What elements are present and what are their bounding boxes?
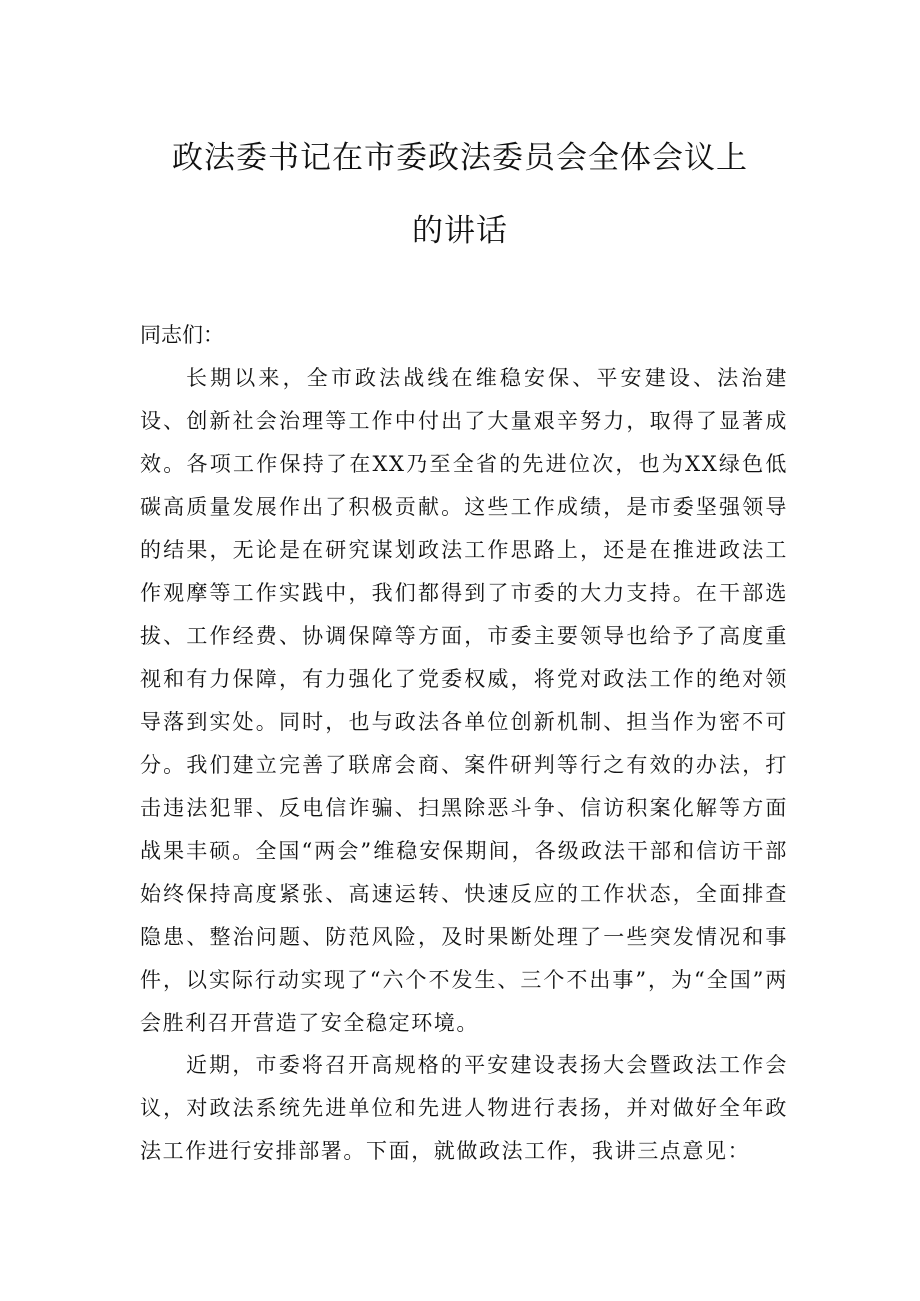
paragraph-2: 近期，市委将召开高规格的平安建设表扬大会暨政法工作会议，对政法系统先进单位和先进人物进行表扬，并对做好全年政法工作进行安排部署。下面，就做政法工作，我讲三点意见： — [140, 1053, 788, 1163]
paragraph-1: 长期以来，全市政法战线在维稳安保、平安建设、法治建设、创新社会治理等工作中付出了大量艰辛努力，取得了显著成效。各项工作保持了在XX乃至全省的先进位次，也为XX绿色低碳高质量发展作出了积极贡献。这些工作成绩，是市委坚强领导的结果，无论是在研究谋划政法工作思路上，还是在推进政法工作观摩等工作实践中，我们都得到了市委的大力支持。在干部选拔、工作经费、协调保障等方面，市委主要领导也给予了高度重视和有力保障，有力强化了党委权威，将党对政法工作的绝对领导落到实处。同时，也与政法各单位创新机制、担当作为密不可分。我们建立完善了联席会商、案件研判等行之有效的办法，打击违法犯罪、反电信诈骗、扫黑除恶斗争、信访积案化解等方面战果丰硕。全国“两会”维稳安保期间，各级政法干部和信访干部始终保持高度紧张、高速运转、快速反应的工作状态，全面排查隐患、整治问题、防范风险，及时果断处理了一些突发情况和事件，以实际行动实现了“六个不发生、三个不出事”，为“全国”两会胜利召开营造了安全稳定环境。 — [140, 366, 788, 1035]
salutation: 同志们： — [140, 323, 224, 347]
document-title-line-2: 的讲话 — [412, 213, 508, 249]
document-title-line-1: 政法委书记在市委政法委员会全体会议上 — [172, 140, 748, 176]
